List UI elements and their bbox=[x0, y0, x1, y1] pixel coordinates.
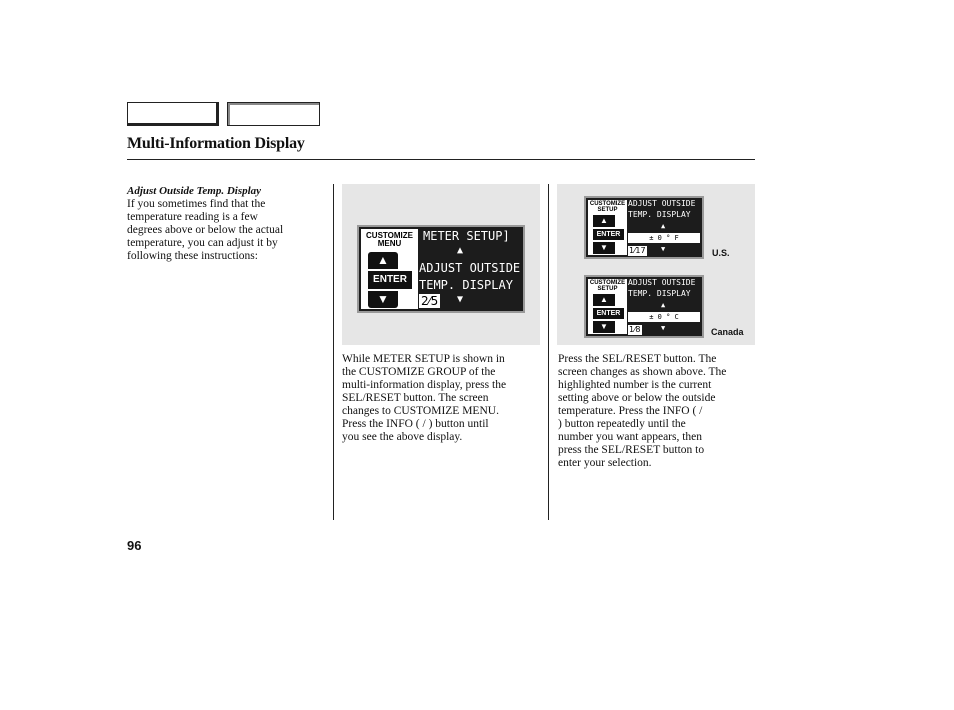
lcd-line-2: TEMP. DISPLAY bbox=[628, 289, 691, 298]
enter-label: ENTER bbox=[593, 229, 624, 240]
page-title: Multi-Information Display bbox=[127, 135, 305, 152]
down-arrow-icon: ▼ bbox=[661, 245, 666, 253]
lcd-temp-canada bbox=[584, 275, 704, 338]
intro-text: If you sometimes find that the temperature reading is a few degrees above or below the actual temperature, you can adjust it by following these instructions: bbox=[127, 198, 284, 262]
up-arrow-icon: ▲ bbox=[368, 252, 398, 269]
lcd-line-2: TEMP. DISPLAY bbox=[628, 210, 691, 219]
down-arrow-icon: ▼ bbox=[593, 321, 615, 333]
title-divider bbox=[127, 159, 755, 160]
up-arrow-icon: ▲ bbox=[661, 301, 666, 309]
lcd-left-strip bbox=[361, 229, 418, 309]
up-arrow-icon: ▲ bbox=[593, 294, 615, 306]
lcd-line-1: ADJUST OUTSIDE bbox=[628, 278, 696, 287]
customize-instructions: While METER SETUP is shown in the CUSTOMIZE GROUP of the multi-information display, press the SEL/RESET button. The screen changes to CUSTOMIZE MENU. Press the INFO ( / ) button until you see the above display. bbox=[342, 353, 507, 443]
section-heading: Adjust Outside Temp. Display bbox=[127, 185, 262, 197]
down-arrow-icon: ▼ bbox=[661, 324, 666, 332]
lcd-line-2: ADJUST OUTSIDE bbox=[419, 261, 521, 275]
temp-offset-value: ± 0 ° C bbox=[628, 312, 700, 322]
lcd-temp-us bbox=[584, 196, 704, 259]
lcd-left-strip bbox=[588, 279, 627, 334]
nav-tab-index[interactable] bbox=[227, 102, 320, 126]
lcd-mode-label: CUSTOMIZE SETUP bbox=[589, 280, 626, 292]
down-arrow-icon: ▼ bbox=[457, 294, 464, 305]
lcd-page-fraction: 2⁄5 bbox=[421, 294, 439, 308]
enter-label: ENTER bbox=[593, 308, 624, 319]
up-arrow-icon: ▲ bbox=[661, 222, 666, 230]
page-number: 96 bbox=[127, 538, 142, 553]
lcd-page-fraction: 1⁄8 bbox=[629, 325, 641, 334]
lcd-line-3: TEMP. DISPLAY bbox=[419, 278, 513, 292]
lcd-line-1: METER SETUP] bbox=[423, 229, 510, 243]
column-divider-1 bbox=[333, 184, 334, 520]
lcd-left-strip bbox=[588, 200, 627, 255]
caption-us: U.S. bbox=[712, 248, 730, 258]
column-divider-2 bbox=[548, 184, 549, 520]
enter-label: ENTER bbox=[368, 271, 412, 289]
lcd-line-1: ADJUST OUTSIDE bbox=[628, 199, 696, 208]
caption-canada: Canada bbox=[711, 327, 744, 337]
lcd-mode-label: CUSTOMIZE SETUP bbox=[589, 201, 626, 213]
adjust-instructions: Press the SEL/RESET button. The screen changes as shown above. The highlighted number is the current setting above or below the outside temperature. Press the INFO ( / ) button repeatedly until the number you want appears, then press the SEL/RESET button to enter your selection. bbox=[558, 353, 727, 469]
down-arrow-icon: ▼ bbox=[593, 242, 615, 254]
temp-offset-value: ± 0 ° F bbox=[628, 233, 700, 243]
lcd-mode-label: CUSTOMIZE MENU bbox=[366, 231, 413, 248]
down-arrow-icon: ▼ bbox=[368, 291, 398, 308]
up-arrow-icon: ▲ bbox=[457, 245, 464, 256]
lcd-page-fraction: 1⁄17 bbox=[629, 246, 646, 255]
lcd-customize-menu bbox=[357, 225, 525, 313]
nav-tab-contents[interactable] bbox=[127, 102, 219, 126]
up-arrow-icon: ▲ bbox=[593, 215, 615, 227]
